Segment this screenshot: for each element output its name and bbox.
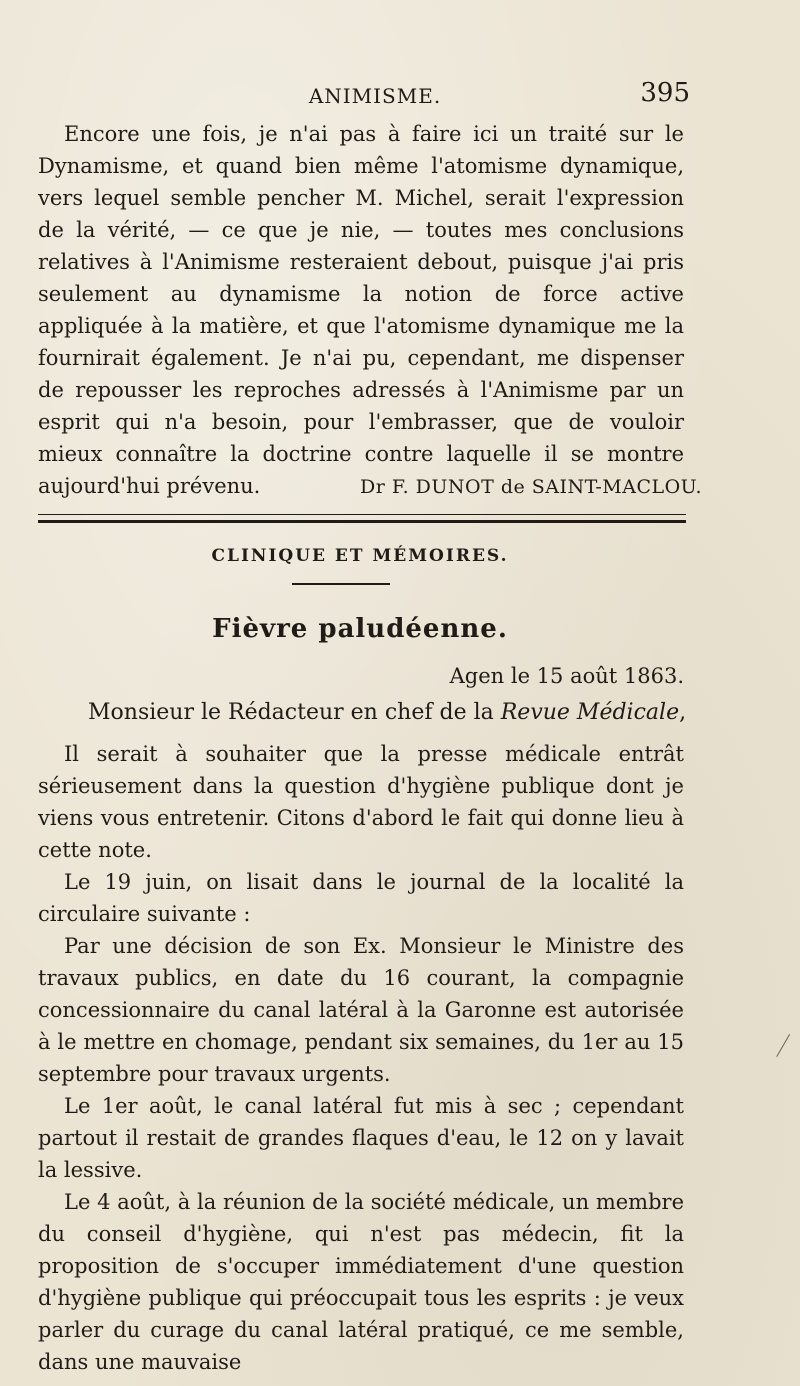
- article-title: Fièvre paludéenne.: [212, 614, 508, 644]
- article-paragraph: Le 4 août, à la réunion de la société médicale, un membre du conseil d'hygiène, qui n'est pas médecin, fit la proposition de s'occuper immédiatement d'une question d'hygiène publique qui préoccupait tous les esprits : je veux parler du curage du canal latéral pratiqué, ce me semble, dans une mauvaise: [38, 1190, 684, 1374]
- divider-thin: [38, 514, 686, 515]
- article-body: [38, 738, 684, 1378]
- dateline: Agen le 15 août 1863.: [449, 664, 684, 688]
- author-signature: Dr F. DUNOT de SAINT-MACLOU.: [360, 476, 702, 498]
- section-underline: [292, 583, 390, 585]
- article-paragraph: Le 19 juin, on lisait dans le journal de la localité la circulaire suivante :: [38, 870, 684, 926]
- page-header: [60, 78, 690, 110]
- article-paragraph: Il serait à souhaiter que la presse médicale entrât sérieusement dans la question d'hygiène publique dont je viens vous entretenir. Citons d'abord le fait qui donne lieu à cette note.: [38, 742, 684, 862]
- page-number: 395: [640, 78, 690, 108]
- section-heading: CLINIQUE ET MÉMOIRES.: [211, 546, 509, 566]
- article-paragraph: Par une décision de son Ex. Monsieur le Ministre des travaux publics, en date du 16 courant, la compagnie concessionnaire du canal latéral à la Garonne est autorisée à le mettre en chomage, pendant six semaines, du 1er au 15 septembre pour travaux urgents.: [38, 934, 684, 1086]
- salutation-prefix: Monsieur le Rédacteur en chef de la: [88, 700, 501, 725]
- divider-thick: [38, 520, 686, 523]
- opening-text: [38, 118, 684, 502]
- margin-pencil-mark: [776, 1034, 799, 1062]
- journal-name: Revue Médicale: [500, 700, 680, 725]
- running-title: ANIMISME.: [308, 84, 442, 108]
- opening-paragraph: Encore une fois, je n'ai pas à faire ici un traité sur le Dynamisme, et quand bien même l'atomisme dynamique, vers lequel semble pencher M. Michel, serait l'expression de la vérité, — ce que je nie, — toutes mes conclusions relatives à l'Animisme resteraient debout, puisque j'ai pris seulement au dynamisme la notion de force active appliquée à la matière, et que l'atomisme dynamique me la fournirait également. Je n'ai pu, cependant, me dispenser de repousser les reproches adressés à l'Animisme par un esprit qui n'a besoin, pour l'embrasser, que de vouloir mieux connaître la doctrine contre laquelle il se montre aujourd'hui prévenu.: [38, 122, 684, 498]
- article-paragraph: Le 1er août, le canal latéral fut mis à sec ; cependant partout il restait de grandes flaques d'eau, le 12 on y lavait la lessive.: [38, 1094, 684, 1182]
- salutation-suffix: ,: [679, 700, 687, 725]
- salutation: [88, 700, 686, 725]
